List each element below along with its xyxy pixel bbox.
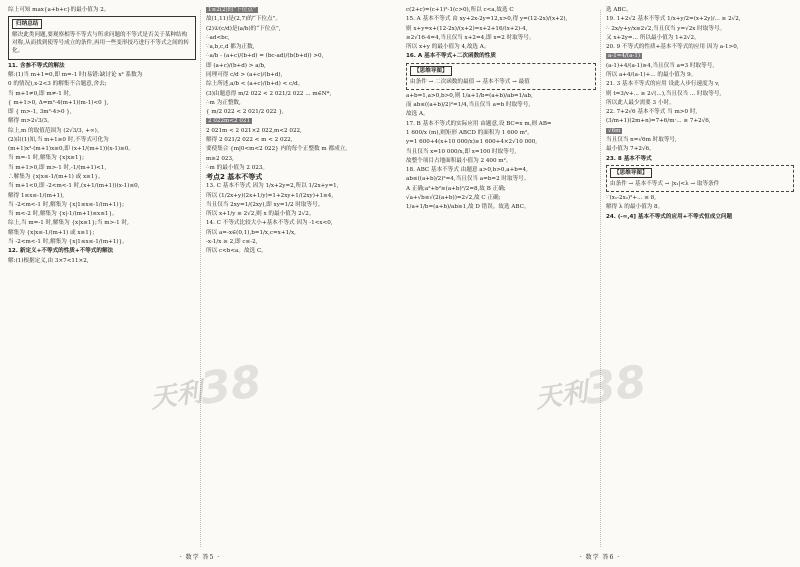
text-line: 22. 7+2√6 基本不等式 当 m>0 时, <box>606 109 698 116</box>
text-line <box>606 127 794 135</box>
text-line: 解得 λ 的最小值为 8。 <box>606 204 664 211</box>
mindmap-box <box>406 63 596 90</box>
text-line: 21. 3 基本不等式的应用 设此人步行速度为 v, <box>606 81 720 88</box>
method-box <box>8 16 196 60</box>
watermark-number: 38 <box>196 355 265 416</box>
text-line: 19. 1+2√2 基本不等式 1/x+y/2=(x+2y)/... ≥ 2√2, <box>606 16 741 23</box>
text-line: 当 m<-2 时,解集为 {x|-1/(m+1)≤x≤1}。 <box>8 211 118 218</box>
problem-heading: 24. (-∞,4] 基本不等式的应用+不等式恒成立问题 <box>606 213 733 220</box>
text-line: 解:(1)根据定义,由 3×7<11×2, <box>8 257 89 264</box>
text-line: 综上所述,a/b < (a+c)/(b+d) < c/d。 <box>206 81 304 88</box>
text-line: 即 { m>-1, 3m²-4>0 }, <box>8 109 72 116</box>
method-box-text: 解决此类问题,要观察相等不等式与所求问题的不等式是否关于某种结构对称,从而找到使等号成立的条件,再用一些变形技巧进行不等式之间的转化。 <box>12 32 189 55</box>
text-line: 当 m+1≠0,即 m≠-1 时, <box>8 90 71 97</box>
text-line: 所以 x+y 的最小值为 4,故选 A。 <box>406 44 490 51</box>
text-line: 2 021m < 2 021×2 022,m<2 022, <box>206 127 302 134</box>
text-line: 故整个项目占地面积最小值为 2 400 m²。 <box>406 157 512 164</box>
right-page <box>400 0 800 567</box>
mindmap-text: 由条件 → 二次函数的最值 → 基本不等式 → 最值 <box>410 78 530 85</box>
text-line: 要使集合 {m|0<m<2 022} 内的每个正整数 m 都成立, <box>206 146 348 153</box>
highlight: √6m <box>608 127 621 134</box>
text-line: 当 -2<m<-1 时,解集为 {x|1≤x≤-1/(m+1)}; <box>8 201 125 208</box>
text-line: 14. C 不等式比较大小+基本不等式 因为 -1<x<0, <box>206 220 333 227</box>
watermark-text: 天利 <box>533 377 590 415</box>
mindmap-title: 【思维导图】 <box>610 168 652 178</box>
text-line: 所以 x+1/y ≥ 2√2,则 x 的最小值为 2√2。 <box>206 211 315 218</box>
mindmap-title: 【思维导图】 <box>410 66 452 76</box>
text-line: ab≤((a+b)/2)²=4,当且仅当 a=b=2 时取等号。 <box>406 176 530 183</box>
column-2 <box>206 6 394 257</box>
text-line: ∴a/b - (a+c)/(b+d) = (bc-ad)/(b(b+d)) >0, <box>206 53 324 60</box>
column-divider <box>600 10 601 547</box>
text-line: 当 -2<m<-1 时,解集为 {x|1≤x≤-1/(m+1)}。 <box>8 239 128 245</box>
text-line: 18. ABC 基本不等式 由题意 a>0,b>0,a+b=4, <box>406 167 528 174</box>
text-line: ∵(x₁-2x₂)²+... ≤ 8, <box>606 194 657 201</box>
text-line: 最小值为 7+2√6。 <box>606 146 655 153</box>
text-line: 综上,当 m=-1 时,解集为 {x|x≥1};当 m>-1 时, <box>8 220 129 227</box>
text-line: √a+√b≤√(2(a+b))=2√2,故 C 正确; <box>406 194 501 201</box>
text-line: 选 ABC。 <box>606 7 632 13</box>
text-line: 13. C 基本不等式 因为 1/x+2y=2,所以 1/2x+y=1, <box>206 183 339 190</box>
highlight: 1≤2(2)的“下位点” <box>208 7 256 13</box>
text-line: 解集为 {x|x≤-1/(m+1) 或 x≥1}; <box>8 229 95 236</box>
text-line: ∴m 为正整数, <box>206 99 241 106</box>
text-line: 所以 a=-x∈(0,1),b=1/x,c=x+1/x, <box>206 229 296 236</box>
watermark-number: 38 <box>581 355 650 416</box>
text-line: (2)①(c/d)是(a/b)的“下位点”, <box>206 25 281 32</box>
text-line: 当 m+1>0,即 m>-1 时,-1/(m+1)<1, <box>8 164 107 171</box>
problem-heading: 16. A 基本不等式+二次函数的性质 <box>406 53 496 60</box>
problem-heading: 11. 含参不等式的解法 <box>8 62 65 69</box>
text-line: { m+1>0, Δ=m²-4(m+1)(m-1)<0 }, <box>8 99 109 106</box>
text-line: (a-1)+4/(a-1)≥4,当且仅当 a=3 时取等号, <box>606 62 715 69</box>
text-line: 而 ab≤((a+b)/2)²=1/4,当且仅当 a=b 时取等号, <box>406 102 531 109</box>
text-line: 同理可得 c/d > (a+c)/(b+d), <box>206 71 283 78</box>
text-line: (3)由题意得 m/2 022 < 2 021/2 022 ... m∈N*, <box>206 90 332 97</box>
text-line: -x-1/x ≥ 2,即 c≤-2, <box>206 239 258 246</box>
text-line: ∴m 的最小值为 2 023。 <box>206 164 268 171</box>
page-footer: · 数学 答5 · <box>179 554 221 561</box>
column-3 <box>406 6 596 213</box>
text-line: (m+1)x²-(m+1)x≥0,即 (x+1/(m+1))(x-1)≥0。 <box>8 146 134 153</box>
text-line: y=1 600+4(x+10 000/x)≥1 600+4×2√10 000, <box>406 139 538 146</box>
text-line: 当 m=-1 时,解集为 {x|x≥1}; <box>8 155 84 162</box>
text-line: c(2+c)=(c+1)²-1(c>0),所以 c<a,故选 C <box>406 7 514 13</box>
text-line: 当且仅当 n=√6m 时取等号, <box>606 136 677 143</box>
text-line: 则 x+y=x+(12-2x)/(x+2)=x+2+16/(x+2)-4, <box>406 25 528 32</box>
text-line: 综上可知 max{a+b+c}的最小值为 2。 <box>8 7 110 13</box>
text-line: ≥2√16-4=4,当且仅当 x+2=4,即 x=2 时取等号。 <box>406 34 535 41</box>
text-line: 当 m+1<0,即 -2<m<-1 时,(x+1/(m+1))(x-1)≤0, <box>8 183 140 190</box>
text-line: ∴ad<bc, <box>206 34 230 41</box>
text-line: 0 的情况),x-2<3 的解集不合题意,舍去; <box>8 81 107 88</box>
page-footer: · 数学 答6 · <box>579 554 621 561</box>
text-line: a+b=1,a>0,b>0,则 1/a+1/b=(a+b)/ab=1/ab, <box>406 92 533 99</box>
text-line <box>206 6 394 14</box>
text-line: 所以 (1/2x+y)(2x+1/y)=1+2xy+1/(2xy)+1≥4, <box>206 192 334 199</box>
text-line: 解得 2 021/2 022 < m < 2 022, <box>206 136 293 143</box>
highlight: 2 022m<2 021 <box>208 118 251 125</box>
text-line: ∵a,b,c,d 都为正数, <box>206 44 255 51</box>
text-line: A 正确;a²+b²≥(a+b)²/2=8,故 B 正确; <box>406 185 506 192</box>
text-line: 所以 c<b<a。故选 C。 <box>206 248 267 255</box>
text-line: 当且仅当 x=10 000/x,即 x=100 时取等号, <box>406 148 517 155</box>
text-line: 解得 1≤x≤-1/(m+1), <box>8 192 65 199</box>
text-line: (3/m+1)(2m+n)=7+6/m·... ≥ 7+2√6, <box>606 118 711 125</box>
column-divider <box>200 10 201 547</box>
text-line: 17. B 基本不等式的实际应用 由题意,设 BC=x m,则 AB= <box>406 120 552 127</box>
text-line: 所以 a+4/(a-1)+... 的最小值为 9。 <box>606 71 697 78</box>
text-line: ∴ 2x/y+y/x≥2√2,当且仅当 y=√2x 时取等号。 <box>606 25 726 32</box>
column-1 <box>8 6 196 266</box>
text-line: 解得 m>2√3/3。 <box>8 118 53 125</box>
text-line: (2)由(1)知,当 m+1≥0 时,不等式可化为 <box>8 136 109 143</box>
text-line: 则 t=3/v+... ≥ 2√(...),当且仅当 ... 时取等号, <box>606 90 722 97</box>
section-title: 考点2 基本不等式 <box>206 173 263 182</box>
text-line: 当且仅当 2xy=1/(2xy),即 xy=1/2 时取等号。 <box>206 201 324 208</box>
text-line: 故(1,11)是(2,7)的“下位点”。 <box>206 16 281 23</box>
text-line: m≥2 023, <box>206 155 234 162</box>
column-4 <box>606 6 794 222</box>
text-line: 故选 A。 <box>406 111 429 118</box>
text-line: 1 600/x (m),则矩形 ABCD 的面积为 1 600 m²。 <box>406 130 533 136</box>
problem-heading: 23. 8 基本不等式 <box>606 155 652 162</box>
text-line: 综上,m 的取值范围为 (2√3/3, +∞)。 <box>8 127 103 134</box>
text-line: 15. A 基本不等式 由 xy+2x-2y=12,x>0,得 y=(12-2x)/(x+2), <box>406 16 568 23</box>
highlight: a-1=4/(a-1) <box>608 53 641 60</box>
method-box-title: 归纳总结 <box>12 19 42 29</box>
text-line: 1/a+1/b=(a+b)/ab≥1,故 D 错误。故选 ABC。 <box>406 204 530 211</box>
text-line <box>206 117 394 125</box>
watermark-text: 天利 <box>148 377 205 415</box>
text-line: { m/2 022 < 2 021/2 022 }, <box>206 109 284 116</box>
text-line <box>606 52 794 60</box>
text-line: 所以此人最少需要 3 小时。 <box>606 99 675 106</box>
mindmap-box <box>606 165 794 192</box>
mindmap-text: 由条件 → 基本不等式 → |x₁|<λ → 取等条件 <box>610 180 720 187</box>
text-line: ∴解集为 {x|x≤-1/(m+1) 或 x≥1}。 <box>8 174 104 181</box>
text-line: 即 (a+c)/(b+d) > a/b, <box>206 62 266 69</box>
text-line: 解:(1)当 m+1=0,即 m=-1 时(易错:缺讨论 x² 系数为 <box>8 71 143 78</box>
text-line: 又 x+2y=... 所以最小值为 1+2√2。 <box>606 34 700 41</box>
problem-heading: 12. 新定义+不等式的性质+不等式的解法 <box>8 248 114 255</box>
text-line: 20. 9 不等式的性质+基本不等式的应用 因为 a-1>0, <box>606 44 739 51</box>
